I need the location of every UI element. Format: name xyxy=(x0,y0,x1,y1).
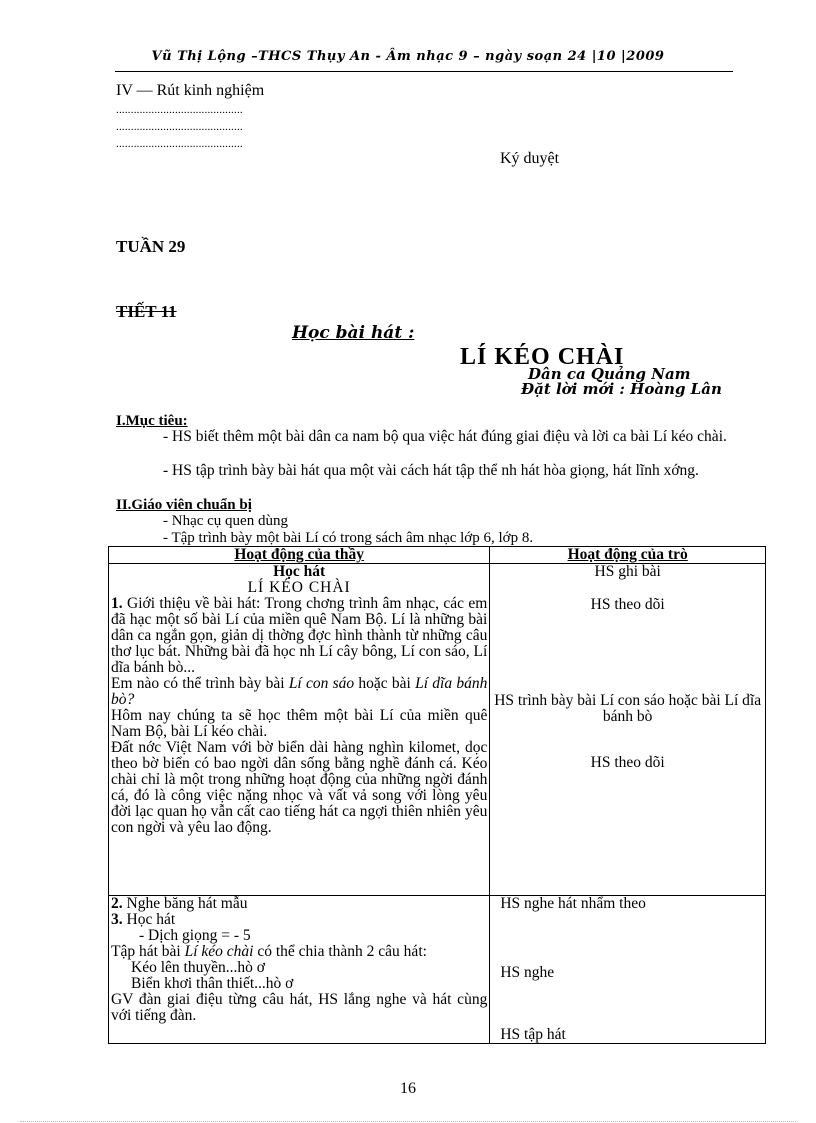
table-row xyxy=(109,896,766,1044)
objective-1: - HS biết thêm một bài dân ca nam bộ qua việc hát đúng giai điệu và lời ca bài Lí kéo chài. xyxy=(163,428,727,445)
approval-label: Ký duyệt xyxy=(500,150,560,167)
student-watch-1: HS theo dõi xyxy=(590,596,665,613)
step-2-text: Nghe băng hát mẫu xyxy=(122,895,248,912)
period-label: TIẾT 11 xyxy=(116,302,177,321)
student-listen: HS nghe xyxy=(500,964,555,981)
question-prefix: Em nào có thể trình bày bài xyxy=(111,675,289,692)
song-split xyxy=(111,944,487,960)
prep-item-2: - Tập trình bày một bài Lí có trong sách âm nhạc lớp 6, lớp 8. xyxy=(163,530,534,546)
teacher-column-header: Hoạt động của thầy xyxy=(109,547,490,564)
week-label: TUẦN 29 xyxy=(116,237,186,256)
student-column-header: Hoạt động của trò xyxy=(490,547,766,564)
step-3-number: 3. xyxy=(111,911,123,928)
today-intro: Hôm nay chúng ta sẽ học thêm một bài Lí của miền quê Nam Bộ, bài Lí kéo chài. xyxy=(111,707,488,740)
student-watch-2: HS theo dõi xyxy=(590,754,665,771)
objective-2: - HS tập trình bày bài hát qua một vài cách hát tập thể nh hát hòa giọng, hát lĩnh xớng. xyxy=(163,462,699,479)
activity-table xyxy=(108,546,766,1044)
question-song-1: Lí con sáo xyxy=(288,675,355,692)
teacher-cell-steps xyxy=(109,896,490,1044)
song-title: LÍ KÉO CHÀI xyxy=(460,344,625,370)
dotted-line-3: ........................................... xyxy=(116,138,243,150)
lyric-line-1: Kéo lên thuyền...hò ơ xyxy=(131,959,265,976)
student-note: HS ghi bài xyxy=(594,563,661,580)
experience-title: IV — Rút kinh nghiệm xyxy=(116,82,265,99)
dotted-line-1: ........................................... xyxy=(116,104,243,116)
step-1 xyxy=(111,596,487,676)
step-3 xyxy=(111,912,487,928)
split-song: Lí kéo chài xyxy=(184,943,254,960)
gv-instruction: GV đàn giai điệu từng câu hát, HS lắng nghe và hát cùng với tiếng đàn. xyxy=(111,991,488,1024)
split-prefix: Tập hát bài xyxy=(111,943,185,960)
step-1-number: 1. xyxy=(111,595,123,612)
objectives-heading: I.Mục tiêu: xyxy=(116,413,188,429)
key-change: - Dịch giọng = - 5 xyxy=(139,927,251,944)
student-present: HS trình bày bài Lí con sáo hoặc bài Lí dĩa bánh bò xyxy=(494,692,762,725)
teacher-cell-intro xyxy=(109,564,490,896)
learn-song-label: Học bài hát : xyxy=(292,323,415,343)
student-listen-hum: HS nghe hát nhẩm theo xyxy=(500,895,646,912)
lyrics-author: Đặt lời mới : Hoàng Lân xyxy=(521,380,722,398)
song-name: LÍ KÉO CHÀI xyxy=(247,579,351,596)
prep-item-1: - Nhạc cụ quen dùng xyxy=(163,513,288,529)
step-1-text: Giới thiệu về bài hát: Trong chơng trình âm nhạc, các em đã hạc một số bài Lí của miền quê Nam Bộ. Lí là những bài dân ca ngắn gọn, giản dị thờng đợc hình thành từ những câu thơ lục bát. Những bài đã học nh Lí cây bông, Lí con sáo, Lí dĩa bánh bò... xyxy=(111,595,488,676)
prep-heading: II.Giáo viên chuẩn bị xyxy=(116,497,252,513)
page-header: Vũ Thị Lộng –THCS Thụy An - Âm nhạc 9 – ngày soạn 24 |10 |2009 xyxy=(151,49,665,64)
step-2-number: 2. xyxy=(111,895,123,912)
split-suffix: có thể chia thành 2 câu hát: xyxy=(253,943,427,960)
country-paragraph: Đất nớc Việt Nam với bờ biển dài hàng nghìn kilomet, dọc theo bờ biển có bao ngời dân sống bằng nghề đánh cá. Kéo chài chỉ là một trong những hoạt động của những ngời đánh cá, đó là công việc nặng nhọc và vất vả song với lòng yêu đời lạc quan họ vẫn cất cao tiếng hát ca ngợi thiên nhiên yêu con ngời và yêu lao động. xyxy=(111,739,488,836)
page-bottom-divider xyxy=(20,1121,796,1122)
folk-origin: Dân ca Quảng Nam xyxy=(528,365,691,383)
table-row xyxy=(109,564,766,896)
question-mid: hoặc bài xyxy=(354,675,416,692)
question-song-2: Lí dĩa bánh bò? xyxy=(111,675,488,708)
dotted-line-2: ........................................... xyxy=(116,121,243,133)
step-3-text: Học hát xyxy=(122,911,176,928)
header-rule xyxy=(115,71,733,72)
student-practice: HS tập hát xyxy=(500,1026,566,1043)
page-number: 16 xyxy=(400,1080,416,1097)
table-header-row xyxy=(109,547,766,564)
question xyxy=(111,676,487,708)
step-2 xyxy=(111,896,487,912)
learn-heading: Học hát xyxy=(273,563,326,580)
student-cell-intro xyxy=(490,564,766,896)
lyric-line-2: Biển khơi thân thiết...hò ơ xyxy=(131,975,294,992)
student-cell-steps xyxy=(490,896,766,1044)
